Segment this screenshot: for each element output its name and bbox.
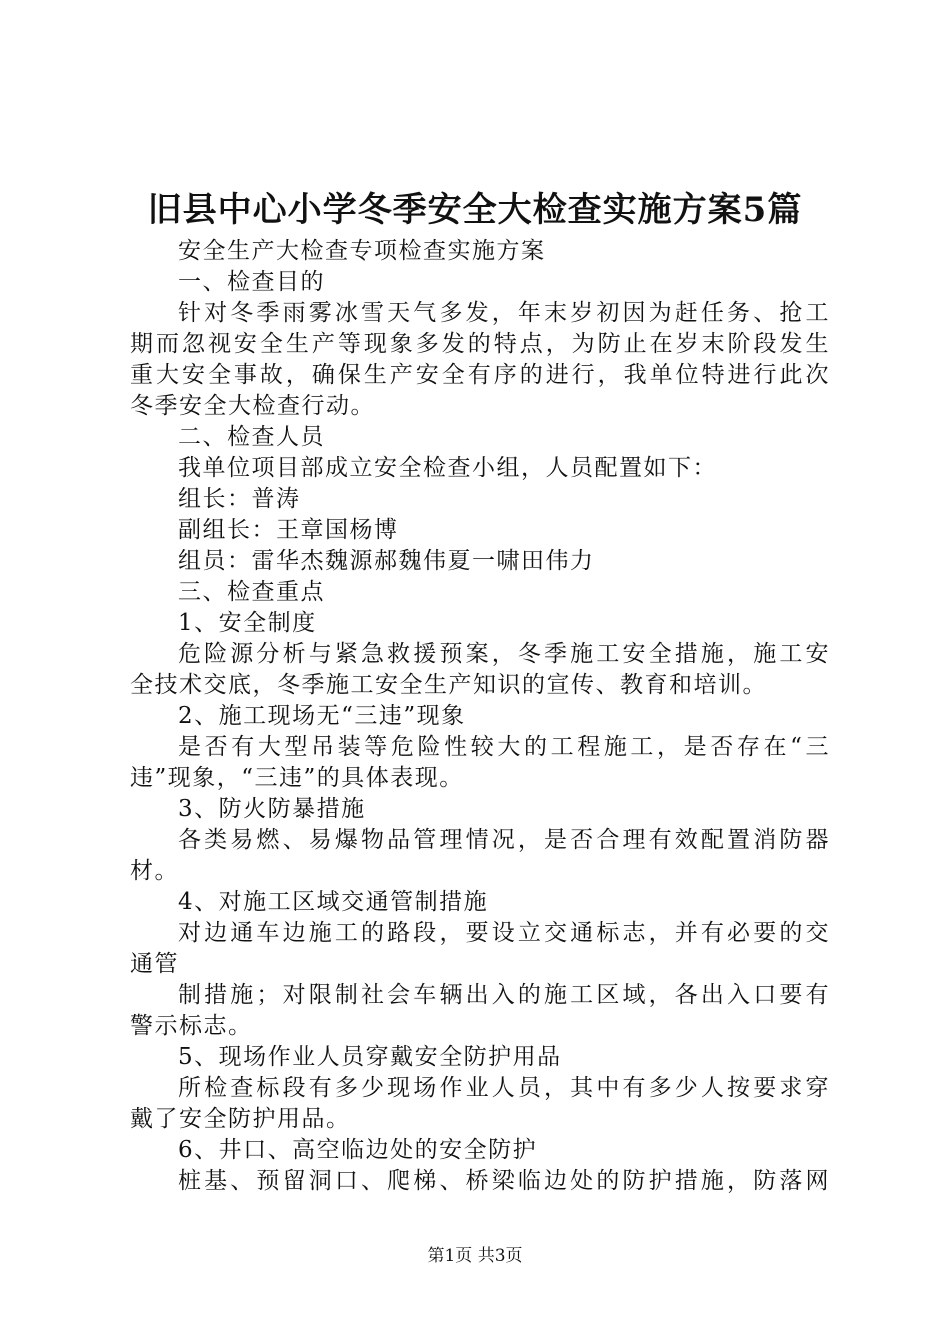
paragraph-line: 对边通车边施工的路段，要设立交通标志，并有必要的交 <box>178 920 830 946</box>
paragraph-line: 材。 <box>130 858 179 884</box>
paragraph-line: 副组长：王章国杨博 <box>178 517 399 543</box>
paragraph-line: 组长：普涛 <box>178 486 301 512</box>
paragraph-line: 戴了安全防护用品。 <box>130 1106 351 1132</box>
page-footer: 第1页 共3页 <box>427 1246 523 1266</box>
paragraph-line: 全技术交底，冬季施工安全生产知识的宣传、教育和培训。 <box>130 672 767 698</box>
paragraph-line: 2、施工现场无“三违”现象 <box>178 703 466 729</box>
paragraph-line: 二、检查人员 <box>178 424 325 450</box>
paragraph-line: 冬季安全大检查行动。 <box>130 393 375 419</box>
paragraph-line: 1、安全制度 <box>178 610 317 636</box>
paragraph-line: 三、检查重点 <box>178 579 325 605</box>
paragraph-line: 各类易燃、易爆物品管理情况，是否合理有效配置消防器 <box>178 827 830 853</box>
paragraph-line: 警示标志。 <box>130 1013 253 1039</box>
document-title: 旧县中心小学冬季安全大检查实施方案5篇 <box>147 190 803 230</box>
paragraph-line: 我单位项目部成立安全检查小组，人员配置如下： <box>178 455 717 481</box>
paragraph-line: 组员：雷华杰魏源郝魏伟夏一啸田伟力 <box>178 548 595 574</box>
document-body <box>130 236 830 1197</box>
paragraph-line: 违”现象，“三违”的具体表现。 <box>130 765 464 791</box>
paragraph-line: 5、现场作业人员穿戴安全防护用品 <box>178 1044 562 1070</box>
paragraph-line: 针对冬季雨雾冰雪天气多发，年末岁初因为赶任务、抢工 <box>178 300 830 326</box>
paragraph-line: 安全生产大检查专项检查实施方案 <box>178 238 546 264</box>
paragraph-line: 桩基、预留洞口、爬梯、桥梁临边处的防护措施，防落网 <box>178 1168 830 1194</box>
paragraph-line: 3、防火防暴措施 <box>178 796 366 822</box>
paragraph-line: 所检查标段有多少现场作业人员，其中有多少人按要求穿 <box>178 1075 830 1101</box>
paragraph-line: 是否有大型吊装等危险性较大的工程施工，是否存在“三 <box>178 734 830 760</box>
paragraph-line: 一、检查目的 <box>178 269 325 295</box>
paragraph-line: 危险源分析与紧急救援预案，冬季施工安全措施，施工安 <box>178 641 830 667</box>
paragraph-line: 4、对施工区域交通管制措施 <box>178 889 489 915</box>
paragraph-line: 通管 <box>130 951 179 977</box>
paragraph-line: 期而忽视安全生产等现象多发的特点，为防止在岁末阶段发生 <box>130 331 830 357</box>
paragraph-line: 重大安全事故，确保生产安全有序的进行，我单位特进行此次 <box>130 362 830 388</box>
paragraph-line: 6、井口、高空临边处的安全防护 <box>178 1137 538 1163</box>
paragraph-line: 制措施；对限制社会车辆出入的施工区域，各出入口要有 <box>178 982 830 1008</box>
